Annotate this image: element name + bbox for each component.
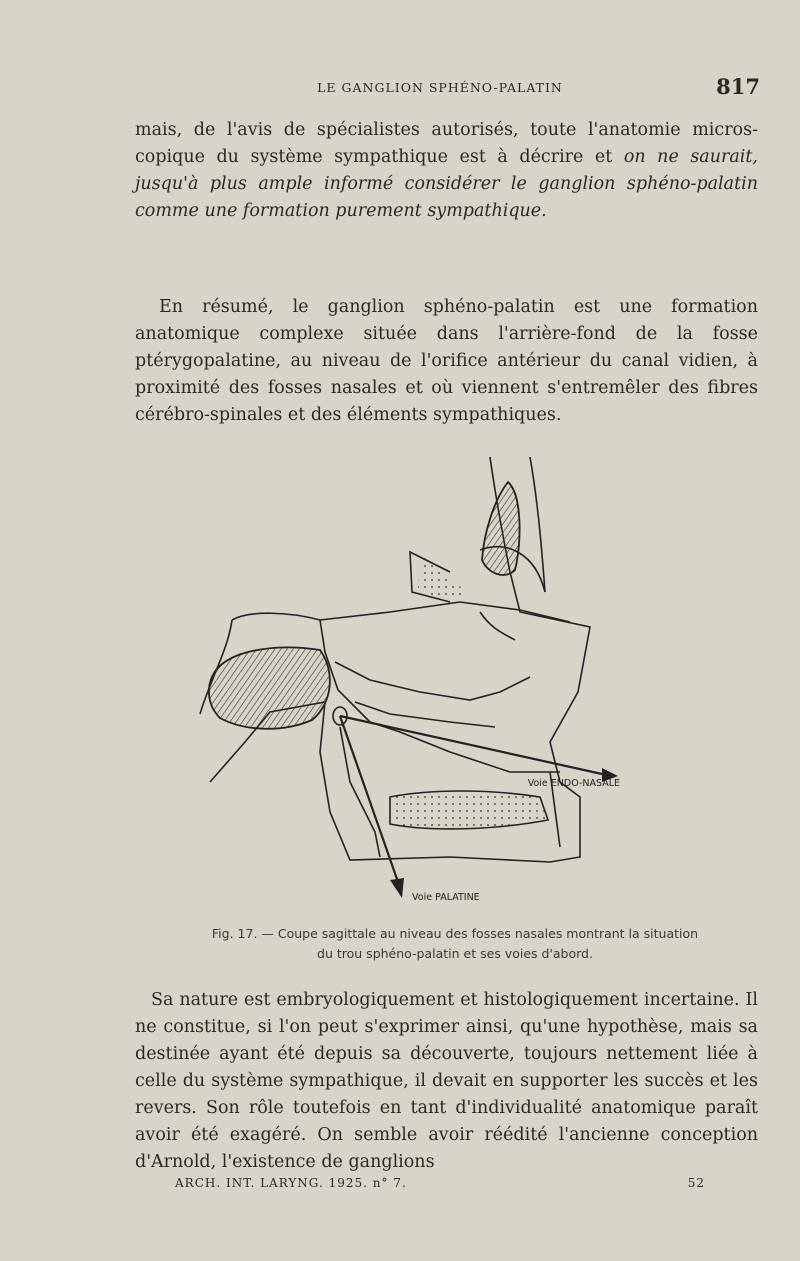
figure-17 <box>150 452 620 912</box>
page-number: 817 <box>716 74 760 99</box>
sagittal-section-illustration <box>150 452 620 912</box>
page-header <box>120 74 760 104</box>
para-1-line-1: mais, de l'avis de spécialistes autorisés, toute l'anatomie micros- <box>135 120 758 140</box>
label-voie-palatine: Voie PALATINE <box>412 892 480 903</box>
paragraph-1 <box>135 117 758 225</box>
caption-line-1: Fig. 17. — Coupe sagittale au niveau des fosses nasales montrant la situation <box>211 926 699 941</box>
palate-stipple <box>390 791 548 829</box>
para-1-line-2-italic: on ne saurait, <box>623 147 758 167</box>
maxillary-sinus-hatched <box>209 647 330 728</box>
paragraph-3: Sa nature est embryologiquement et histologiquement incertaine. Il ne constitue, si l'on peut s'exprimer ainsi, qu'une hypothèse, mais sa destinée ayant été depuis sa découverte, toujours nettement liée à celle du système sympathique, il devait en supporter les succès et les revers. Son rôle toutefois en tant d'individualité anatomique paraît avoir été exagéré. On semble avoir réédité l'ancienne conception d'Arnold, l'existence de ganglions <box>135 990 758 1172</box>
arrow-palatine-head <box>390 878 404 898</box>
para-1-line-2: copique du système sympathique est à décrire et <box>135 147 624 167</box>
paragraph-2: En résumé, le ganglion sphéno-palatin est une formation anatomique complexe située dans l'arrière-fond de la fosse ptérygopalatine, au niveau de l'orifice antérieur du canal vidien, à proximité des fosses nasales et où viennent s'entremêler des fibres cérébro-spinales et des éléments sympathiques. <box>135 297 758 425</box>
caption-line-2: du trou sphéno-palatin et ses voies d'abord. <box>317 946 593 961</box>
para-1-line-4: comme une formation purement sympathique. <box>135 201 547 221</box>
para-1-line-3: jusqu'à plus ample informé considérer le ganglion sphéno-palatin <box>135 174 758 194</box>
label-voie-endonasale: Voie ENDO-NASALE <box>527 778 620 789</box>
running-title: LE GANGLION SPHÉNO-PALATIN <box>317 80 563 95</box>
figure-caption <box>135 924 775 964</box>
frontal-sinus-hatched <box>482 482 520 575</box>
bone-stipple-upper <box>418 550 470 600</box>
journal-reference: ARCH. INT. LARYNG. 1925. n° 7. <box>175 1176 407 1190</box>
signature-mark: 52 <box>687 1176 705 1190</box>
page-footer <box>175 1176 705 1196</box>
